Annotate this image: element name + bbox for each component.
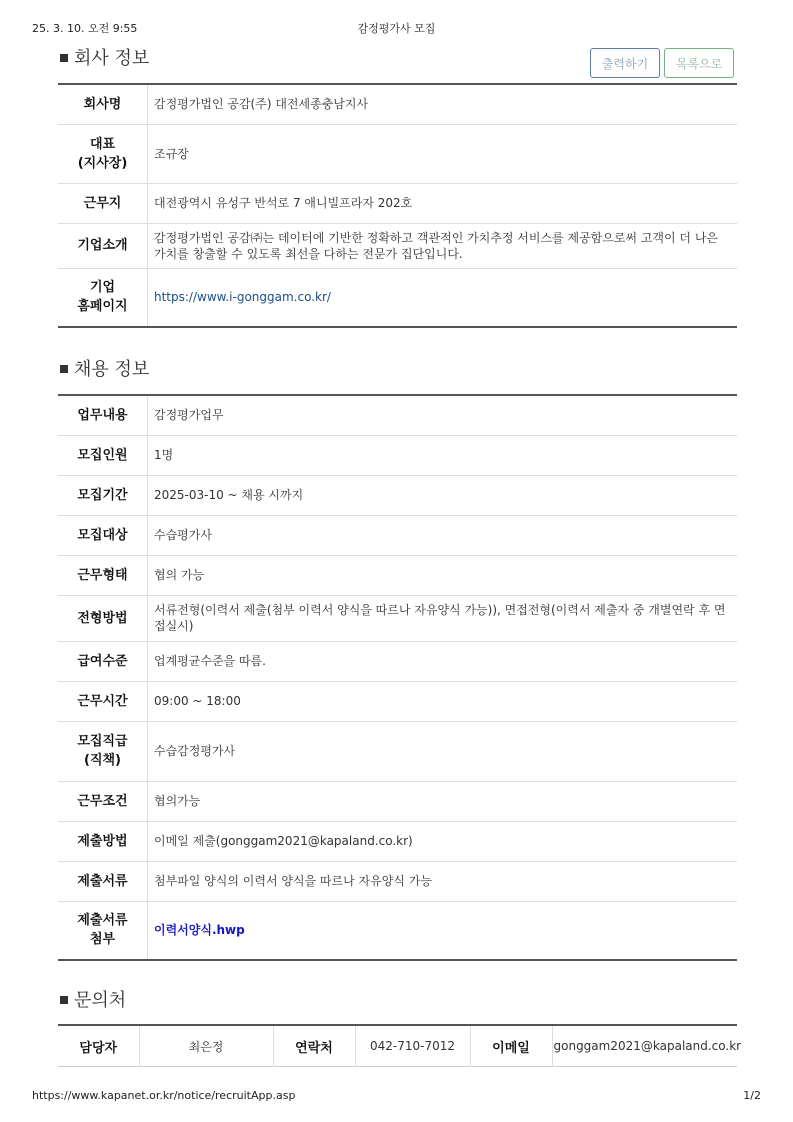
row-value: 09:00 ~ 18:00 bbox=[148, 681, 738, 721]
recruit-info-table bbox=[58, 394, 737, 961]
company-section-title-text: 회사 정보 bbox=[74, 48, 150, 69]
row-label: 회사명 bbox=[58, 84, 148, 124]
table-row bbox=[58, 861, 737, 901]
row-value: 수습평가사 bbox=[148, 515, 738, 555]
company-info-table bbox=[58, 83, 737, 328]
row-label: 근무지 bbox=[58, 183, 148, 223]
company-homepage-cell bbox=[148, 268, 738, 327]
row-value: 협의가능 bbox=[148, 781, 738, 821]
table-row bbox=[58, 84, 737, 124]
attachment-cell bbox=[148, 901, 738, 960]
table-row bbox=[58, 395, 737, 435]
row-value: 수습감정평가사 bbox=[148, 721, 738, 781]
table-row bbox=[58, 641, 737, 681]
contact-section-title bbox=[60, 989, 126, 1013]
print-header bbox=[0, 20, 793, 36]
table-row bbox=[58, 515, 737, 555]
table-row bbox=[58, 555, 737, 595]
table-row bbox=[58, 595, 737, 641]
company-address: 대전광역시 유성구 반석로 7 애니빌프라자 202호 bbox=[148, 183, 738, 223]
row-value: 서류전형(이력서 제출(첨부 이력서 양식을 따르나 자유양식 가능)), 면접전형(이력서 제출자 중 개별연락 후 면접실시) bbox=[148, 595, 738, 641]
row-label: 근무시간 bbox=[58, 681, 148, 721]
table-row bbox=[58, 268, 737, 327]
company-name: 감정평가법인 공감(주) 대전세종충남지사 bbox=[148, 84, 738, 124]
manager-label: 담당자 bbox=[58, 1025, 139, 1067]
row-value: 1명 bbox=[148, 435, 738, 475]
company-section-title bbox=[60, 47, 149, 71]
recruit-section-title bbox=[60, 358, 149, 382]
row-value: 2025-03-10 ~ 채용 시까지 bbox=[148, 475, 738, 515]
print-title: 감정평가사 모집 bbox=[357, 22, 436, 35]
row-label: 기업 홈페이지 bbox=[58, 268, 148, 327]
row-value: 첨부파일 양식의 이력서 양식을 따르나 자유양식 가능 bbox=[148, 861, 738, 901]
row-value: 협의 가능 bbox=[148, 555, 738, 595]
row-label: 모집직급 (직책) bbox=[58, 721, 148, 781]
row-value: 감정평가업무 bbox=[148, 395, 738, 435]
row-label: 모집인원 bbox=[58, 435, 148, 475]
row-label: 제출서류 bbox=[58, 861, 148, 901]
print-date: 25. 3. 10. 오전 9:55 bbox=[32, 22, 138, 35]
company-ceo: 조규장 bbox=[148, 124, 738, 183]
table-row bbox=[58, 183, 737, 223]
row-value: 이메일 제출(gonggam2021@kapaland.co.kr) bbox=[148, 821, 738, 861]
row-label: 제출서류 첨부 bbox=[58, 901, 148, 960]
row-label: 모집대상 bbox=[58, 515, 148, 555]
row-label: 전형방법 bbox=[58, 595, 148, 641]
row-label: 급여수준 bbox=[58, 641, 148, 681]
recruit-section-title-text: 채용 정보 bbox=[74, 359, 150, 380]
table-row bbox=[58, 124, 737, 183]
print-page-number: 1/2 bbox=[743, 1089, 761, 1102]
manager-name: 최은정 bbox=[139, 1025, 273, 1067]
table-row bbox=[58, 781, 737, 821]
bullet-square-icon bbox=[60, 54, 68, 62]
phone-number: 042-710-7012 bbox=[355, 1025, 470, 1067]
table-row bbox=[58, 1025, 737, 1067]
table-row bbox=[58, 721, 737, 781]
row-label: 모집기간 bbox=[58, 475, 148, 515]
print-button[interactable]: 출력하기 bbox=[590, 48, 660, 78]
table-row bbox=[58, 475, 737, 515]
table-row bbox=[58, 223, 737, 268]
row-label: 업무내용 bbox=[58, 395, 148, 435]
table-row bbox=[58, 435, 737, 475]
contact-table bbox=[58, 1024, 742, 1067]
phone-label: 연락처 bbox=[273, 1025, 355, 1067]
row-value: 업계평균수준을 따름. bbox=[148, 641, 738, 681]
row-label: 제출방법 bbox=[58, 821, 148, 861]
bullet-square-icon bbox=[60, 996, 68, 1004]
attachment-link[interactable]: 이력서양식.hwp bbox=[154, 923, 245, 938]
row-label: 대표 (지사장) bbox=[58, 124, 148, 183]
table-row bbox=[58, 681, 737, 721]
row-label: 기업소개 bbox=[58, 223, 148, 268]
contact-section-title-text: 문의처 bbox=[74, 990, 127, 1011]
email-address: gonggam2021@kapaland.co.kr bbox=[553, 1039, 742, 1053]
action-buttons bbox=[590, 48, 734, 78]
bullet-square-icon bbox=[60, 365, 68, 373]
print-url: https://www.kapanet.or.kr/notice/recruitApp.asp bbox=[32, 1089, 296, 1102]
row-label: 근무형태 bbox=[58, 555, 148, 595]
table-row bbox=[58, 821, 737, 861]
email-label: 이메일 bbox=[470, 1025, 552, 1067]
company-intro: 감정평가법인 공감㈜는 데이터에 기반한 정확하고 객관적인 가치추정 서비스를 제공함으로써 고객이 더 나은 가치를 창출할 수 있도록 최선을 다하는 전문가 집단입니다. bbox=[148, 223, 738, 268]
company-homepage-link[interactable]: https://www.i-gonggam.co.kr/ bbox=[154, 290, 331, 305]
table-row bbox=[58, 901, 737, 960]
list-button[interactable]: 목록으로 bbox=[664, 48, 734, 78]
row-label: 근무조건 bbox=[58, 781, 148, 821]
